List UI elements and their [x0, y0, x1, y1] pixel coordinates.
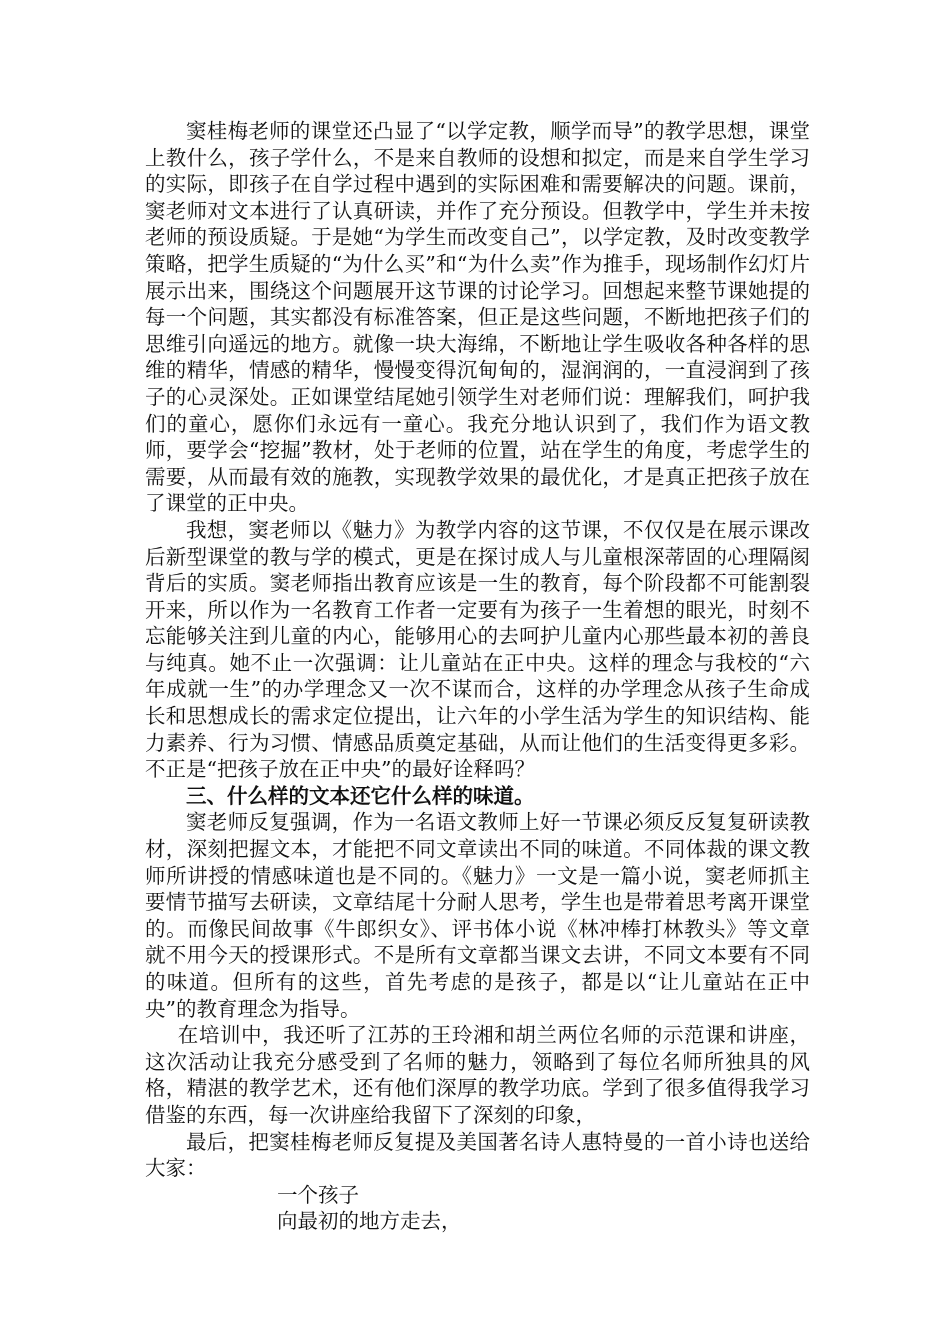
poem-line-1: 一个孩子: [277, 1182, 359, 1207]
paragraph-text-flavor: 窦老师反复强调，作为一名语文教师上好一节课必须反反复复研读教材，深刻把握文本，才能把不同文章读出不同的味道。不同体裁的课文教师所讲授的情感味道也是不同的。《魅力》一文是一篇小说，窦老师抓主要情节描写去研读，文章结尾十分耐人思考，学生也是带着思考离开课堂的。而像民间故事《牛郎织女》、评书体小说《林冲棒打林教头》等文章就不用今天的授课形式。不是所有文章都当课文去讲，不同文本要有不同的味道。但所有的这些，首先考虑的是孩子，都是以“让儿童站在正中央”的教育理念为指导。: [145, 810, 810, 1021]
paragraph-charm-lesson: 我想，窦老师以《魅力》为教学内容的这节课，不仅仅是在展示课改后新型课堂的教与学的模式，更是在探讨成人与儿童根深蒂固的心理隔阂背后的实质。窦老师指出教育应该是一生的教育，每个阶段都不可能割裂开来，所以作为一名教育工作者一定要有为孩子一生着想的眼光，时刻不忘能够关注到儿童的内心，能够用心的去呵护儿童内心那些最本初的善良与纯真。她不止一次强调：让儿童站在正中央。这样的理念与我校的“六年成就一生”的办学理念又一次不谋而合，这样的办学理念从孩子生命成长和思想成长的需求定位提出，让六年的小学生活为学生的知识结构、能力素养、行为习惯、情感品质奠定基础，从而让他们的生活变得更多彩。不正是“把孩子放在正中央”的最好诠释吗？: [145, 517, 810, 782]
paragraph-poem-intro: 最后，把窦桂梅老师反复提及美国著名诗人惠特曼的一首小诗也送给大家：: [145, 1129, 810, 1181]
poem-line-2: 向最初的地方走去，: [277, 1209, 462, 1234]
paragraph-training: 在培训中，我还听了江苏的王玲湘和胡兰两位名师的示范课和讲座，这次活动让我充分感受到了名师的魅力，领略到了每位名师所独具的风格，精湛的教学艺术，还有他们深厚的教学功底。学到了很多值得我学习借鉴的东西，每一次讲座给我留下了深刻的印象，: [145, 1023, 810, 1127]
document-page: [145, 118, 810, 1235]
paragraph-teaching-by-learning: 窦桂梅老师的课堂还凸显了“以学定教，顺学而导”的教学思想，课堂上教什么，孩子学什么，不是来自教师的设想和拟定，而是来自学生学习的实际，即孩子在自学过程中遇到的实际困难和需要解决的问题。课前，窦老师对文本进行了认真研读，并作了充分预设。但教学中，学生并未按老师的预设质疑。于是她“为学生而改变自己”，以学定教，及时改变教学策略，把学生质疑的“为什么买”和“为什么卖”作为推手，现场制作幻灯片展示出来，围绕这个问题展开这节课的讨论学习。回想起来整节课她提的每一个问题，其实都没有标准答案，但正是这些问题，不断地把孩子们的思维引向遥远的地方。就像一块大海绵，不断地让学生吸收各种各样的思维的精华，情感的精华，慢慢变得沉甸甸的，湿润润的，一直浸润到了孩子的心灵深处。正如课堂结尾她引领学生对老师们说：理解我们，呵护我们的童心，愿你们永远有一童心。我充分地认识到了，我们作为语文教师，要学会“挖掘”教材，处于老师的位置，站在学生的角度，考虑学生的需要，从而最有效的施教，实现教学效果的最优化，才是真正把孩子放在了课堂的正中央。: [145, 119, 810, 516]
section-heading-three: 三、什么样的文本还它什么样的味道。: [186, 783, 535, 808]
